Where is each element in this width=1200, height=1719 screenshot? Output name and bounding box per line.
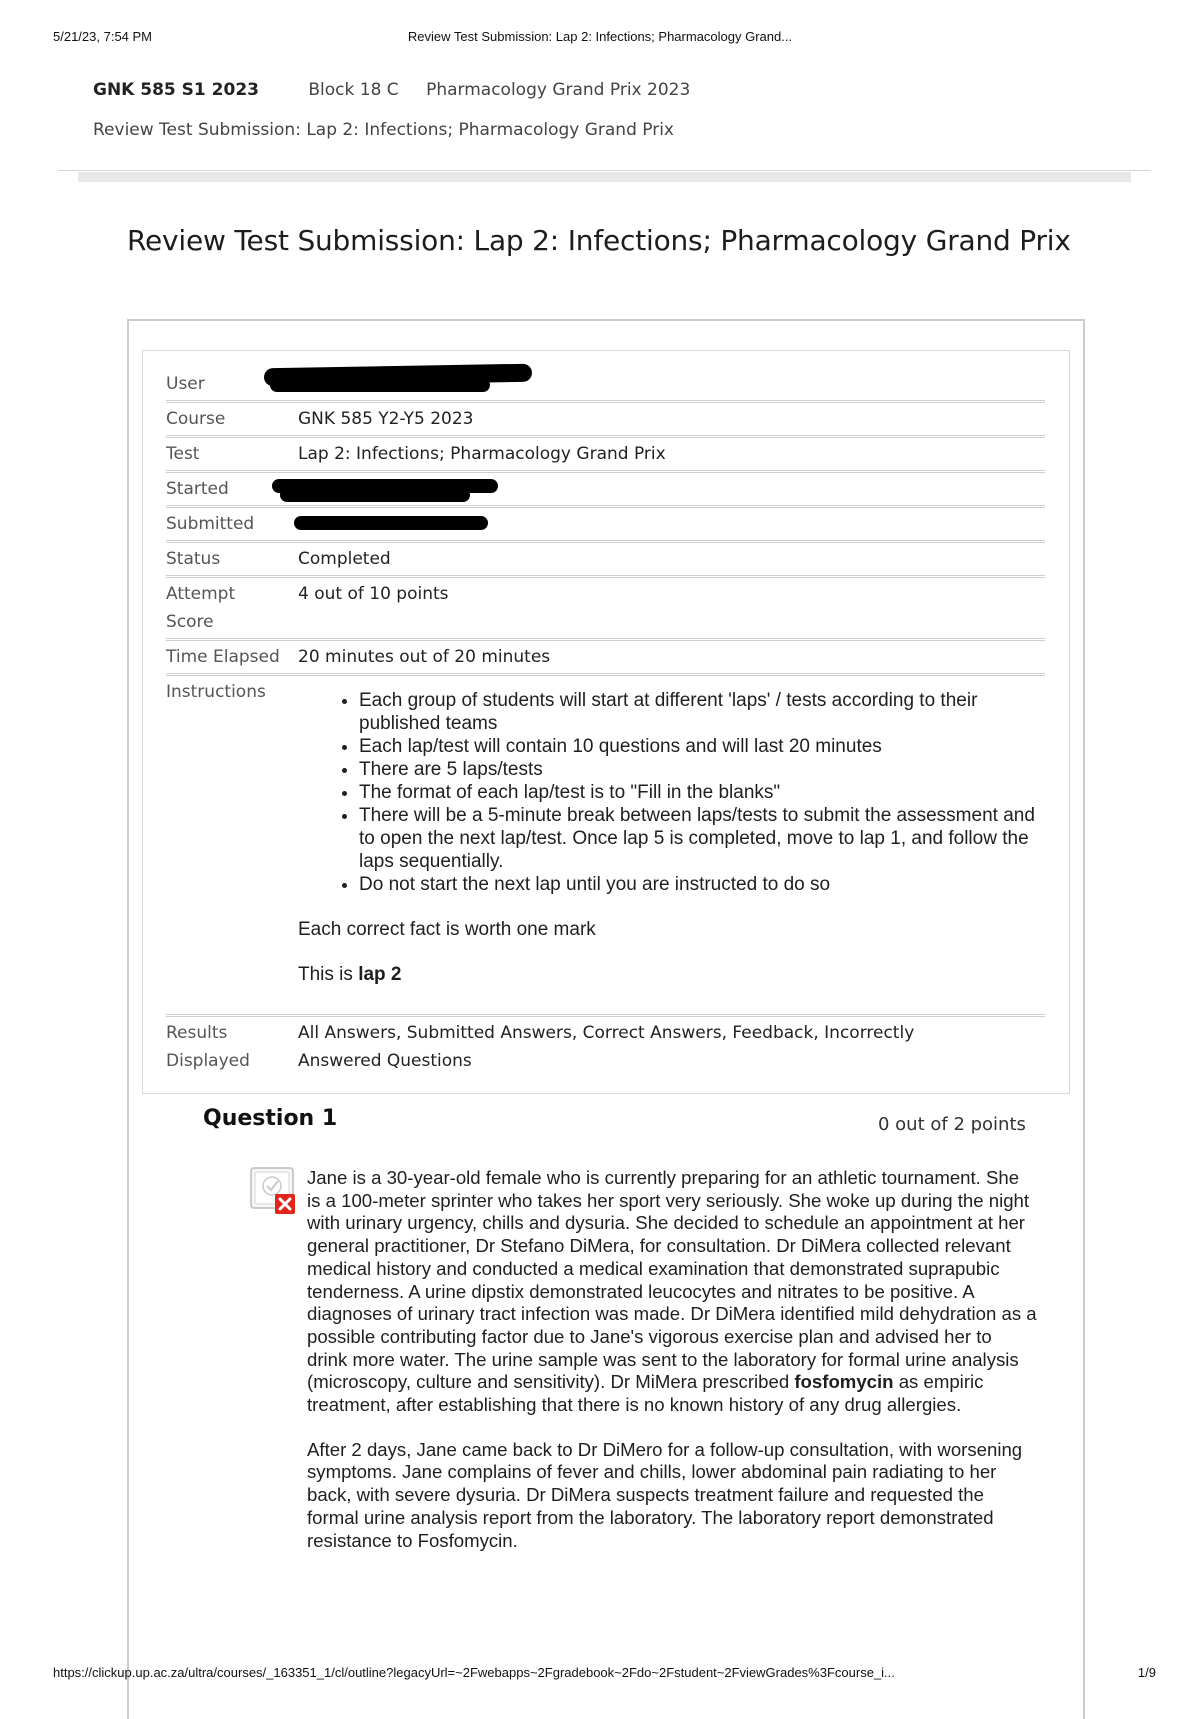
course-code-link[interactable]: GNK 585 S1 2023 bbox=[93, 80, 259, 100]
question-paragraph-2: After 2 days, Jane came back to Dr DiMero for a follow-up consultation, with worsening symptoms. Jane complains of fever and chills, lower abdominal pain radiating to her back, with severe dysuria. Dr DiMera suspects treatment failure and requested the formal urine analysis report from the laboratory. The laboratory report demonstrated resistance to Fosfomycin. bbox=[307, 1438, 1023, 1551]
details-row-instructions bbox=[166, 676, 1045, 1017]
redacted-user-value-lower bbox=[270, 378, 490, 392]
print-page-title: Review Test Submission: Lap 2: Infections; Pharmacology Grand... bbox=[407, 29, 793, 44]
instructions-lap-note: This is lap 2 bbox=[298, 964, 402, 985]
details-row-submitted bbox=[166, 508, 1045, 543]
instructions-list bbox=[298, 689, 1038, 896]
header-divider bbox=[58, 170, 1151, 171]
instruction-item: • Each lap/test will contain 10 questions and will last 20 minutes bbox=[359, 735, 1038, 758]
question-text bbox=[307, 1167, 1037, 1552]
instruction-item: • There will be a 5-minute break between laps/tests to submit the assessment and to open the next lap/test. Once lap 5 is completed, move to lap 1, and follow the laps sequentially. bbox=[359, 804, 1038, 873]
breadcrumb-block[interactable]: Block 18 C bbox=[308, 80, 399, 100]
details-row-time-elapsed bbox=[166, 641, 1045, 676]
test-value: Lap 2: Infections; Pharmacology Grand Prix bbox=[298, 444, 666, 464]
redacted-submitted-value bbox=[294, 516, 488, 530]
started-label: Started bbox=[166, 479, 229, 499]
results-displayed-label: Results Displayed bbox=[166, 1023, 250, 1071]
instructions-content bbox=[298, 689, 1038, 986]
attempt-score-value: 4 out of 10 points bbox=[298, 584, 449, 604]
course-bar bbox=[93, 80, 712, 100]
breadcrumb-current: Review Test Submission: Lap 2: Infections; Pharmacology Grand Prix bbox=[93, 120, 674, 140]
details-row-test bbox=[166, 438, 1045, 473]
details-row-course bbox=[166, 403, 1045, 438]
instructions-label: Instructions bbox=[166, 682, 266, 702]
incorrect-answer-icon bbox=[249, 1166, 299, 1216]
status-label: Status bbox=[166, 549, 221, 569]
details-row-started bbox=[166, 473, 1045, 508]
question-title: Question 1 bbox=[203, 1106, 338, 1131]
details-row-user bbox=[166, 368, 1045, 403]
print-page-number: 1/9 bbox=[1137, 1665, 1156, 1680]
status-value: Completed bbox=[298, 549, 391, 569]
redacted-started-value-lower bbox=[280, 488, 470, 502]
print-header bbox=[53, 29, 1147, 49]
print-date: 5/21/23, 7:54 PM bbox=[53, 29, 153, 44]
question-points: 0 out of 2 points bbox=[878, 1114, 1026, 1135]
instruction-item: • There are 5 laps/tests bbox=[359, 758, 1038, 781]
instruction-item: • Do not start the next lap until you are instructed to do so bbox=[359, 873, 1038, 896]
instruction-item: • The format of each lap/test is to "Fill in the blanks" bbox=[359, 781, 1038, 804]
time-elapsed-label: Time Elapsed bbox=[166, 647, 280, 667]
details-row-attempt-score bbox=[166, 578, 1045, 641]
details-row-results-displayed bbox=[166, 1017, 1045, 1077]
submitted-label: Submitted bbox=[166, 514, 255, 534]
time-elapsed-value: 20 minutes out of 20 minutes bbox=[298, 647, 551, 667]
instruction-item: • Each group of students will start at different 'laps' / tests according to their published teams bbox=[359, 689, 1038, 735]
breadcrumb-section[interactable]: Pharmacology Grand Prix 2023 bbox=[426, 80, 691, 100]
header-shadow-bar bbox=[78, 172, 1131, 182]
results-displayed-value: All Answers, Submitted Answers, Correct Answers, Feedback, Incorrectly Answered Questions bbox=[298, 1023, 915, 1071]
submission-details-table bbox=[166, 368, 1045, 1077]
details-row-status bbox=[166, 543, 1045, 578]
print-footer bbox=[53, 1665, 1156, 1685]
attempt-score-label: Attempt Score bbox=[166, 584, 236, 632]
test-label: Test bbox=[166, 444, 200, 464]
instructions-mark-note: Each correct fact is worth one mark bbox=[298, 919, 596, 940]
page-title: Review Test Submission: Lap 2: Infections; Pharmacology Grand Prix bbox=[127, 224, 1071, 257]
course-label: Course bbox=[166, 409, 226, 429]
question-paragraph-1: Jane is a 30-year-old female who is currently preparing for an athletic tournament. She is a 100-meter sprinter who takes her sport very seriously. She woke up during the night with urinary urgency, chills and dysuria. She decided to schedule an appointment at her general practitioner, Dr Stefano DiMera, for consultation. Dr DiMera collected relevant medical history and conducted a medical examination that demonstrated suprapubic tenderness. A urine dipstix demonstrated leucocytes and nitrates to be positive. A diagnoses of urinary tract infection was made. Dr DiMera identified mild dehydration as a possible contributing factor due to Jane's vigorous exercise plan and advised her to drink more water. The urine sample was sent to the laboratory for formal urine analysis (microscopy, culture and sensitivity). Dr MiMera prescribed fosfomycin as empiric treatment, after establishing that there is no known history of any drug allergies. bbox=[307, 1167, 1037, 1416]
user-label: User bbox=[166, 374, 205, 394]
course-value: GNK 585 Y2-Y5 2023 bbox=[298, 409, 474, 429]
print-url: https://clickup.up.ac.za/ultra/courses/_163351_1/cl/outline?legacyUrl=~2Fwebapps~2Fgradebook~2Fdo~2Fstudent~2FviewGrades%3Fcourse_i... bbox=[53, 1665, 895, 1680]
